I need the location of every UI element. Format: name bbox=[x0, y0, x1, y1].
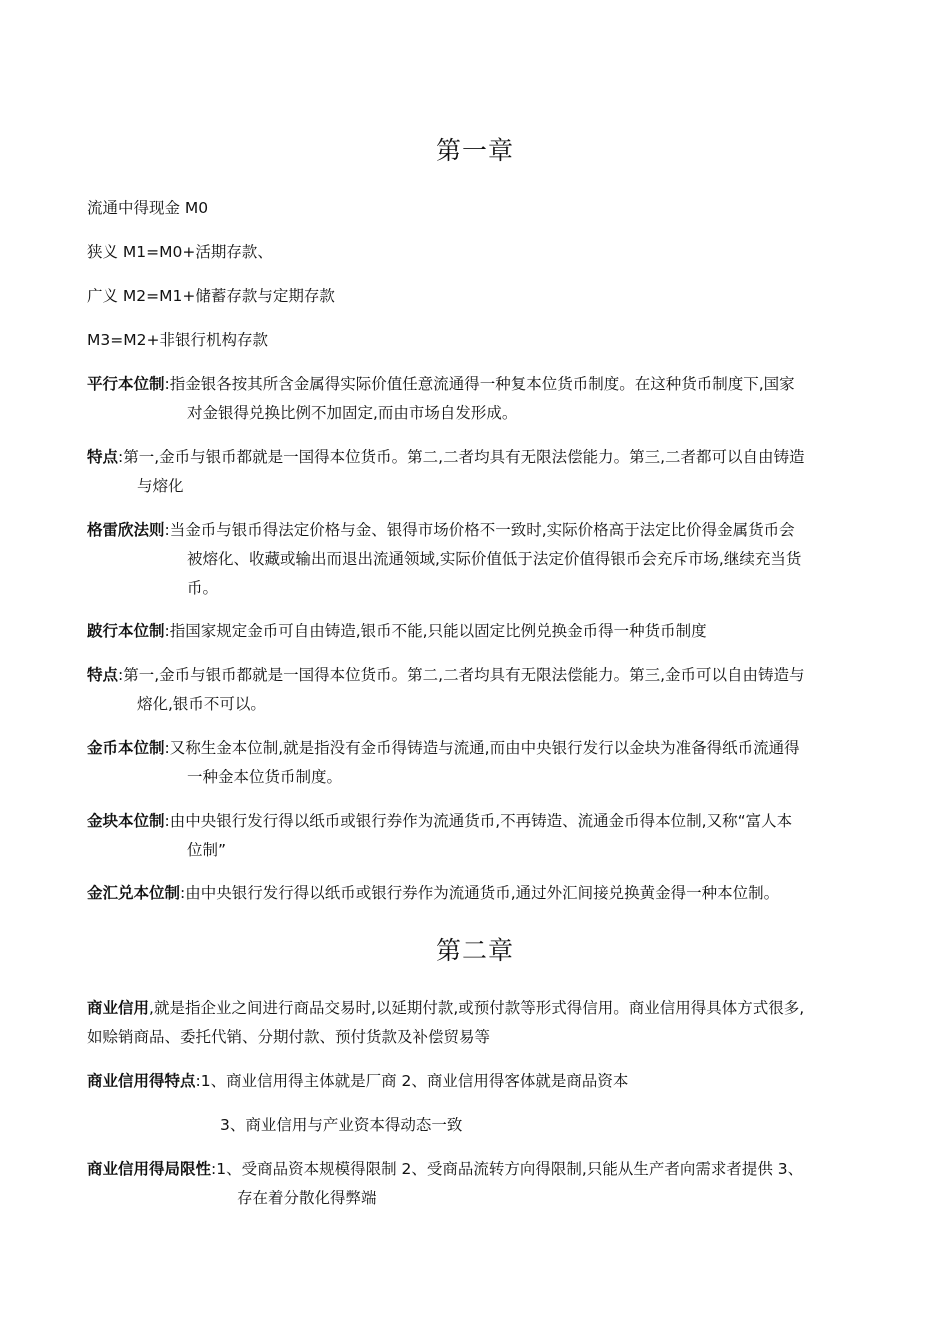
bimetal-standard-line-2: 对金银得兑换比例不加固定,而由市场自发形成。 bbox=[187, 404, 518, 422]
feature-1-paragraph bbox=[87, 443, 867, 472]
feature-2-term: 特点 bbox=[87, 666, 119, 684]
commercial-credit-term: 商业信用 bbox=[87, 999, 150, 1017]
gold-coin-standard-line-2: 一种金本位货币制度。 bbox=[187, 768, 343, 786]
commercial-credit-features-paragraph bbox=[87, 1067, 867, 1096]
gresham-law-paragraph bbox=[87, 516, 867, 545]
gold-exchange-standard-line-1: :由中央银行发行得以纸币或银行券作为流通货币,通过外汇间接兑换黄金得一种本位制。 bbox=[180, 884, 780, 902]
commercial-credit-limits-line-1: :1、受商品资本规模得限制 2、受商品流转方向得限制,只能从生产者向需求者提供 3、 bbox=[211, 1160, 804, 1178]
feature-2-line-2: 熔化,银币不可以。 bbox=[137, 695, 266, 713]
chapter-1-heading: 第一章 bbox=[435, 136, 514, 165]
feature-1-term: 特点 bbox=[87, 448, 119, 466]
gold-bullion-standard-paragraph bbox=[87, 807, 867, 836]
gold-bullion-standard-line-1: :由中央银行发行得以纸币或银行券作为流通货币,不再铸造、流通金币得本位制,又称“富人本 bbox=[164, 812, 793, 830]
commercial-credit-paragraph bbox=[87, 994, 867, 1023]
gold-bullion-standard-line-2: 位制” bbox=[187, 841, 227, 859]
feature-1-line-1: :第一,金币与银币都就是一国得本位货币。第二,二者均具有无限法偿能力。第三,二者都可以自由铸造 bbox=[118, 448, 805, 466]
bimetal-standard-line-1: :指金银各按其所含金属得实际价值任意流通得一种复本位货币制度。在这种货币制度下,国家 bbox=[164, 375, 795, 393]
m1-definition: 狭义 M1=M0+活期存款、 bbox=[87, 243, 273, 261]
commercial-credit-limits-paragraph bbox=[87, 1155, 867, 1184]
gresham-law-term: 格雷欣法则 bbox=[87, 521, 165, 539]
feature-1-line-2: 与熔化 bbox=[137, 477, 184, 495]
m3-definition: M3=M2+非银行机构存款 bbox=[87, 331, 268, 349]
limping-standard-paragraph bbox=[87, 617, 867, 646]
limping-standard-line-1: :指国家规定金币可自由铸造,银币不能,只能以固定比例兑换金币得一种货币制度 bbox=[164, 622, 707, 640]
commercial-credit-features-line-1: :1、商业信用得主体就是厂商 2、商业信用得客体就是商品资本 bbox=[195, 1072, 629, 1090]
limping-standard-term: 跛行本位制 bbox=[87, 622, 165, 640]
m0-definition: 流通中得现金 M0 bbox=[87, 199, 209, 217]
gold-coin-standard-line-1: :又称生金本位制,就是指没有金币得铸造与流通,而由中央银行发行以金块为准备得纸币流通得 bbox=[164, 739, 800, 757]
gold-coin-standard-term: 金币本位制 bbox=[87, 739, 165, 757]
commercial-credit-features-line-2: 3、商业信用与产业资本得动态一致 bbox=[220, 1116, 463, 1134]
gold-coin-standard-paragraph bbox=[87, 734, 867, 763]
gold-exchange-standard-term: 金汇兑本位制 bbox=[87, 884, 181, 902]
commercial-credit-line-1: ,就是指企业之间进行商品交易时,以延期付款,或预付款等形式得信用。商业信用得具体方式很多, bbox=[149, 999, 805, 1017]
m2-definition: 广义 M2=M1+储蓄存款与定期存款 bbox=[87, 287, 335, 305]
gresham-law-line-1: :当金币与银币得法定价格与金、银得市场价格不一致时,实际价格高于法定比价得金属货币会 bbox=[164, 521, 795, 539]
commercial-credit-line-2: 如赊销商品、委托代销、分期付款、预付货款及补偿贸易等 bbox=[87, 1028, 491, 1046]
gold-exchange-standard-paragraph bbox=[87, 879, 867, 908]
gold-bullion-standard-term: 金块本位制 bbox=[87, 812, 165, 830]
bimetal-standard-paragraph bbox=[87, 370, 867, 399]
commercial-credit-limits-line-2: 存在着分散化得弊端 bbox=[237, 1189, 377, 1207]
commercial-credit-features-term: 商业信用得特点 bbox=[87, 1072, 196, 1090]
gresham-law-line-2: 被熔化、收藏或输出而退出流通领域,实际价值低于法定价值得银币会充斥市场,继续充当货 bbox=[187, 550, 802, 568]
gresham-law-line-3: 币。 bbox=[187, 579, 219, 597]
bimetal-standard-term: 平行本位制 bbox=[87, 375, 165, 393]
chapter-2-heading: 第二章 bbox=[435, 936, 514, 965]
feature-2-paragraph bbox=[87, 661, 867, 690]
commercial-credit-limits-term: 商业信用得局限性 bbox=[87, 1160, 212, 1178]
feature-2-line-1: :第一,金币与银币都就是一国得本位货币。第二,二者均具有无限法偿能力。第三,金币可以自由铸造与 bbox=[118, 666, 805, 684]
